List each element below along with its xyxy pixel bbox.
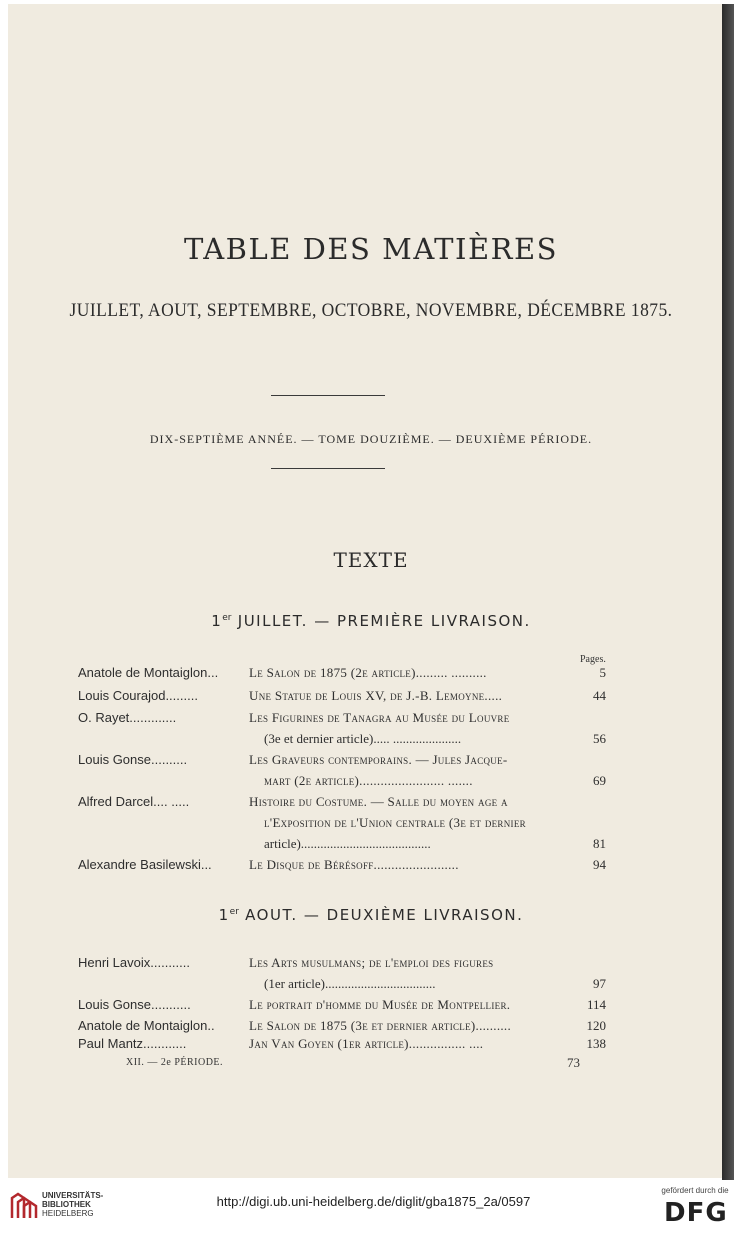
entry-title-line: Le Salon de 1875 (2e article)......... .......... [249, 665, 487, 680]
entry-page: 114 [586, 997, 606, 1012]
document-url-link[interactable]: http://digi.ub.uni-heidelberg.de/diglit/gba1875_2a/0597 [216, 1194, 531, 1209]
entry-title-line: l'Exposition de l'Union centrale (3e et dernier [264, 815, 526, 830]
entry-page: 120 [586, 1018, 606, 1033]
document-page [8, 4, 734, 1178]
library-name-line: HEIDELBERG [42, 1209, 94, 1218]
entry-page: 44 [593, 688, 606, 703]
livraison-2-title: AOUT. — DEUXIÈME LIVRAISON. [238, 906, 524, 924]
livraison-1-sup: er [222, 613, 232, 623]
entry-author: Henri Lavoix........... [78, 955, 190, 970]
livraison-heading-2 [8, 906, 734, 924]
page-title: TABLE DES MATIÈRES [183, 232, 559, 266]
entry-author: O. Rayet............. [78, 710, 177, 725]
library-name-line: BIBLIOTHEK [42, 1200, 91, 1209]
livraison-1-title: JUILLET. — PREMIÈRE LIVRAISON. [231, 612, 531, 630]
entry-title-line: Le Disque de Bérésoff........................ [249, 857, 459, 872]
entry-author: Alfred Darcel.... ..... [78, 794, 190, 809]
entry-author: Louis Gonse.......... [78, 752, 188, 767]
page-edge-shadow [722, 4, 734, 1184]
entry-page: 81 [593, 836, 606, 851]
entry-title-line: Le Salon de 1875 (3e et dernier article).......... [249, 1018, 512, 1033]
entry-title-line: (1er article).................................. [264, 976, 436, 991]
volume-line: DIX-SEPTIÈME ANNÉE. — TOME DOUZIÈME. — DEUXIÈME PÉRIODE. [149, 432, 593, 446]
entry-title-line: Le portrait d'homme du Musée de Montpellier. [249, 997, 511, 1012]
entry-author: Paul Mantz............ [78, 1036, 187, 1051]
entry-page: 94 [593, 857, 606, 872]
entry-page: 138 [586, 1036, 606, 1051]
entry-title-line: Jan Van Goyen (1er article)................ .... [249, 1036, 484, 1051]
funding-label: gefördert durch die [661, 1186, 729, 1195]
livraison-heading-1 [8, 612, 734, 630]
rule-bottom [271, 468, 385, 469]
viewer-footer-bar [0, 1180, 747, 1234]
entry-title-line: Histoire du Costume. — Salle du moyen age a [249, 794, 508, 809]
entry-title-line: Les Graveurs contemporains. — Jules Jacque- [249, 752, 508, 767]
entry-author: Louis Courajod......... [78, 688, 198, 703]
entry-page: 5 [599, 665, 606, 680]
entry-title-line: Une Statue de Louis XV, de J.-B. Lemoyne..... [249, 688, 503, 703]
entry-author: Louis Gonse........... [78, 997, 191, 1012]
livraison-2-sup: er [229, 907, 239, 917]
entry-author: Anatole de Montaiglon.. [78, 1018, 215, 1033]
entry-title-line: Les Arts musulmans; de l'emploi des figures [249, 955, 494, 970]
entry-title-line: Les Figurines de Tanagra au Musée du Louvre [249, 710, 510, 725]
entry-page: 97 [593, 976, 606, 991]
entry-title-line: (3e et dernier article)..... ..................... [264, 731, 462, 746]
dfg-logo: DFG [664, 1198, 728, 1228]
livraison-1-prefix: 1 [211, 612, 223, 630]
entry-author: Anatole de Montaiglon... [78, 665, 219, 680]
section-title: TEXTE [333, 548, 409, 572]
entry-title-line: mart (2e article)........................ ....... [264, 773, 473, 788]
entry-title-line: article)........................................ [264, 836, 431, 851]
entry-author: Alexandre Basilewski... [78, 857, 212, 872]
library-name-line: UNIVERSITÄTS- [42, 1191, 104, 1200]
pages-column-label: Pages. [580, 654, 606, 665]
page-subtitle: JUILLET, AOUT, SEPTEMBRE, OCTOBRE, NOVEMBRE, DÉCEMBRE 1875. [69, 300, 673, 321]
livraison-2-prefix: 1 [218, 906, 230, 924]
signature-mark: XII. — 2e PÉRIODE. [126, 1057, 224, 1068]
entry-page: 69 [593, 773, 606, 788]
entry-page: 56 [593, 731, 606, 746]
sheet-number: 73 [567, 1055, 580, 1070]
rule-top [271, 395, 385, 396]
